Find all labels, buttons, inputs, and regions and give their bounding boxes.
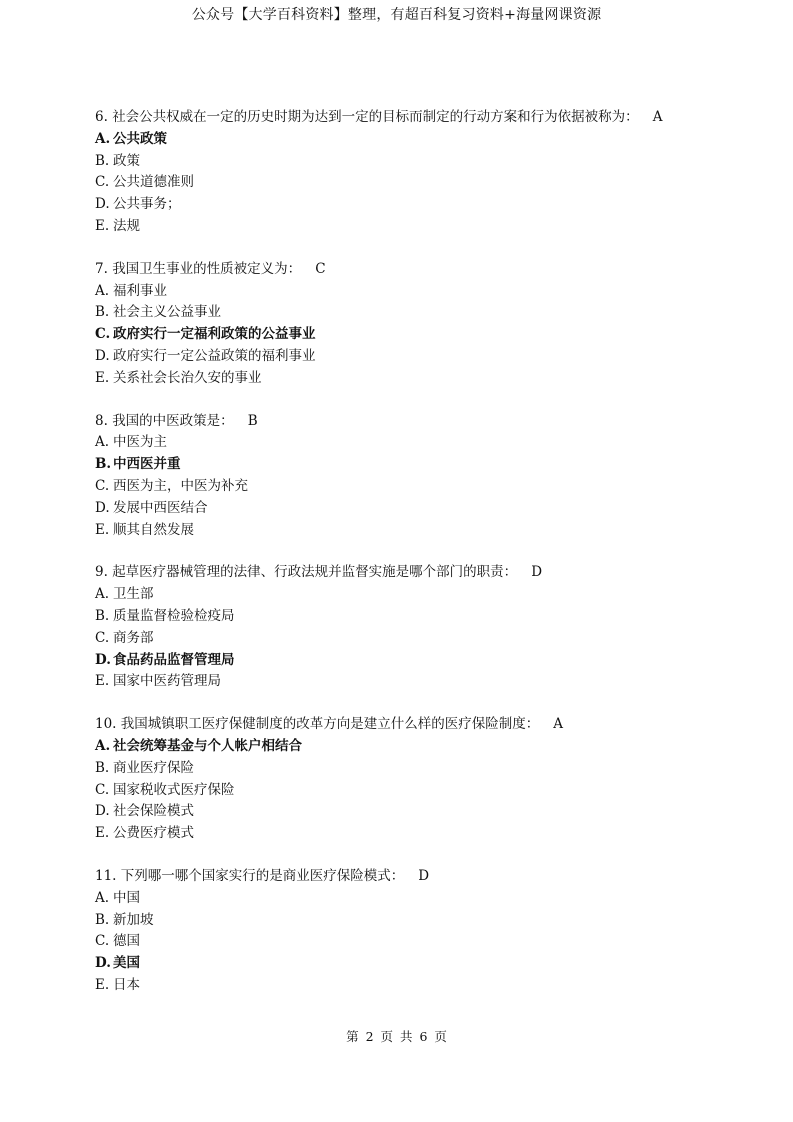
question-stem bbox=[95, 562, 735, 584]
option-text: 德国 bbox=[113, 933, 140, 950]
option-letter: D. bbox=[95, 347, 110, 364]
option-letter: D. bbox=[95, 651, 111, 668]
option-text: 公共道德准则 bbox=[113, 174, 194, 191]
answer-key: D bbox=[418, 867, 430, 884]
question-block bbox=[95, 714, 735, 845]
option-letter: E. bbox=[95, 976, 110, 993]
option bbox=[95, 801, 735, 823]
option bbox=[95, 216, 735, 238]
question-text: 起草医疗器械管理的法律、行政法规并监督实施是哪个部门的职责： bbox=[112, 564, 518, 581]
option bbox=[95, 432, 735, 454]
option-text: 福利事业 bbox=[113, 282, 167, 299]
option-letter: D. bbox=[95, 803, 110, 820]
option bbox=[95, 758, 735, 780]
option bbox=[95, 888, 735, 910]
question-number: 8. bbox=[95, 412, 108, 429]
option-text: 中西医并重 bbox=[113, 456, 181, 473]
option-text: 国家中医药管理局 bbox=[113, 673, 221, 690]
option-letter: A. bbox=[95, 737, 111, 754]
question-text: 我国城镇职工医疗保健制度的改革方向是建立什么样的医疗保险制度： bbox=[120, 716, 540, 733]
question-text: 下列哪一哪个国家实行的是商业医疗保险模式： bbox=[120, 867, 405, 884]
option-text: 国家税收式医疗保险 bbox=[113, 781, 235, 798]
option-letter: A. bbox=[95, 282, 110, 299]
answer-key: A bbox=[553, 716, 564, 733]
option bbox=[95, 671, 735, 693]
option-text: 顺其自然发展 bbox=[113, 521, 194, 538]
option bbox=[95, 520, 735, 542]
option-letter: C. bbox=[95, 326, 111, 343]
option-letter: E. bbox=[95, 369, 110, 386]
answer-key: D bbox=[531, 564, 543, 581]
question-block bbox=[95, 866, 735, 997]
question-number: 6. bbox=[95, 109, 108, 125]
answer-key: C bbox=[315, 260, 326, 277]
option bbox=[95, 172, 735, 194]
question-number: 7. bbox=[95, 260, 108, 277]
option-text: 公共事务； bbox=[113, 196, 181, 213]
option-letter: E. bbox=[95, 673, 110, 690]
option bbox=[95, 584, 735, 606]
option bbox=[95, 194, 735, 216]
option-text: 质量监督检验检疫局 bbox=[113, 607, 235, 624]
option bbox=[95, 780, 735, 802]
option-text: 西医为主，中医为补充 bbox=[113, 477, 248, 494]
option-correct bbox=[95, 650, 735, 672]
option-letter: C. bbox=[95, 477, 110, 494]
option-letter: B. bbox=[95, 152, 110, 169]
question-number: 10. bbox=[95, 716, 117, 733]
option bbox=[95, 476, 735, 498]
option-letter: D. bbox=[95, 955, 111, 972]
question-block bbox=[95, 562, 735, 693]
option-letter: C. bbox=[95, 933, 110, 950]
option-letter: A. bbox=[95, 889, 110, 906]
option-text: 日本 bbox=[113, 976, 140, 993]
question-text: 我国卫生事业的性质被定义为： bbox=[112, 260, 302, 277]
option bbox=[95, 606, 735, 628]
question-text: 我国的中医政策是： bbox=[112, 412, 234, 429]
answer-key: A bbox=[652, 109, 663, 125]
option-letter: B. bbox=[95, 304, 110, 321]
option-text: 政策 bbox=[113, 152, 140, 169]
option bbox=[95, 346, 735, 368]
option-letter: E. bbox=[95, 521, 110, 538]
option-text: 关系社会长治久安的事业 bbox=[113, 369, 262, 386]
option bbox=[95, 368, 735, 390]
question-number: 9. bbox=[95, 564, 108, 581]
option-text: 政府实行一定公益政策的福利事业 bbox=[113, 347, 316, 364]
option-text: 公共政策 bbox=[113, 130, 167, 147]
question-stem bbox=[95, 714, 735, 736]
option-text: 商业医疗保险 bbox=[113, 759, 194, 776]
option-correct bbox=[95, 736, 735, 758]
option bbox=[95, 302, 735, 324]
question-block bbox=[95, 259, 735, 390]
option-letter: B. bbox=[95, 759, 110, 776]
answer-key: B bbox=[247, 412, 258, 429]
question-stem bbox=[95, 411, 735, 433]
option-letter: E. bbox=[95, 217, 110, 234]
option bbox=[95, 628, 735, 650]
option bbox=[95, 151, 735, 173]
option-text: 商务部 bbox=[113, 629, 154, 646]
option-letter: A. bbox=[95, 434, 110, 451]
question-stem bbox=[95, 866, 735, 888]
option bbox=[95, 281, 735, 303]
option-correct bbox=[95, 454, 735, 476]
option-text: 公费医疗模式 bbox=[113, 825, 194, 842]
option-letter: E. bbox=[95, 825, 110, 842]
option-letter: D. bbox=[95, 499, 110, 516]
option-text: 法规 bbox=[113, 217, 140, 234]
option-letter: D. bbox=[95, 196, 110, 213]
option-letter: C. bbox=[95, 781, 110, 798]
option-text: 发展中西医结合 bbox=[113, 499, 208, 516]
option-text: 中国 bbox=[113, 889, 140, 906]
option-correct bbox=[95, 953, 735, 975]
option-letter: C. bbox=[95, 629, 110, 646]
option-correct bbox=[95, 324, 735, 346]
option-letter: A. bbox=[95, 586, 110, 603]
option bbox=[95, 975, 735, 997]
option-text: 社会主义公益事业 bbox=[113, 304, 221, 321]
option-text: 中医为主 bbox=[113, 434, 167, 451]
option-letter: C. bbox=[95, 174, 110, 191]
option-text: 新加坡 bbox=[113, 911, 154, 928]
option-text: 卫生部 bbox=[113, 586, 154, 603]
question-list bbox=[95, 107, 735, 1018]
question-block bbox=[95, 107, 735, 238]
option-text: 社会保险模式 bbox=[113, 803, 194, 820]
question-stem bbox=[95, 259, 735, 281]
option-text: 美国 bbox=[113, 955, 140, 972]
option bbox=[95, 823, 735, 845]
option-letter: A. bbox=[95, 130, 111, 147]
question-stem bbox=[95, 107, 735, 129]
option bbox=[95, 910, 735, 932]
option-letter: B. bbox=[95, 607, 110, 624]
option-text: 食品药品监督管理局 bbox=[113, 651, 235, 668]
question-block bbox=[95, 411, 735, 542]
option bbox=[95, 931, 735, 953]
page-header: 公众号【大学百科资料】整理，有超百科复习资料+海量网课资源 bbox=[191, 7, 602, 23]
option-letter: B. bbox=[95, 456, 112, 473]
page-footer: 第 2 页 共 6 页 bbox=[346, 1029, 447, 1044]
option-letter: B. bbox=[95, 911, 110, 928]
option bbox=[95, 498, 735, 520]
option-correct bbox=[95, 129, 735, 151]
question-text: 社会公共权威在一定的历史时期为达到一定的目标而制定的行动方案和行为依据被称为： bbox=[112, 109, 639, 125]
question-number: 11. bbox=[95, 867, 117, 884]
option-text: 社会统筹基金与个人帐户相结合 bbox=[113, 737, 302, 754]
option-text: 政府实行一定福利政策的公益事业 bbox=[113, 326, 316, 343]
